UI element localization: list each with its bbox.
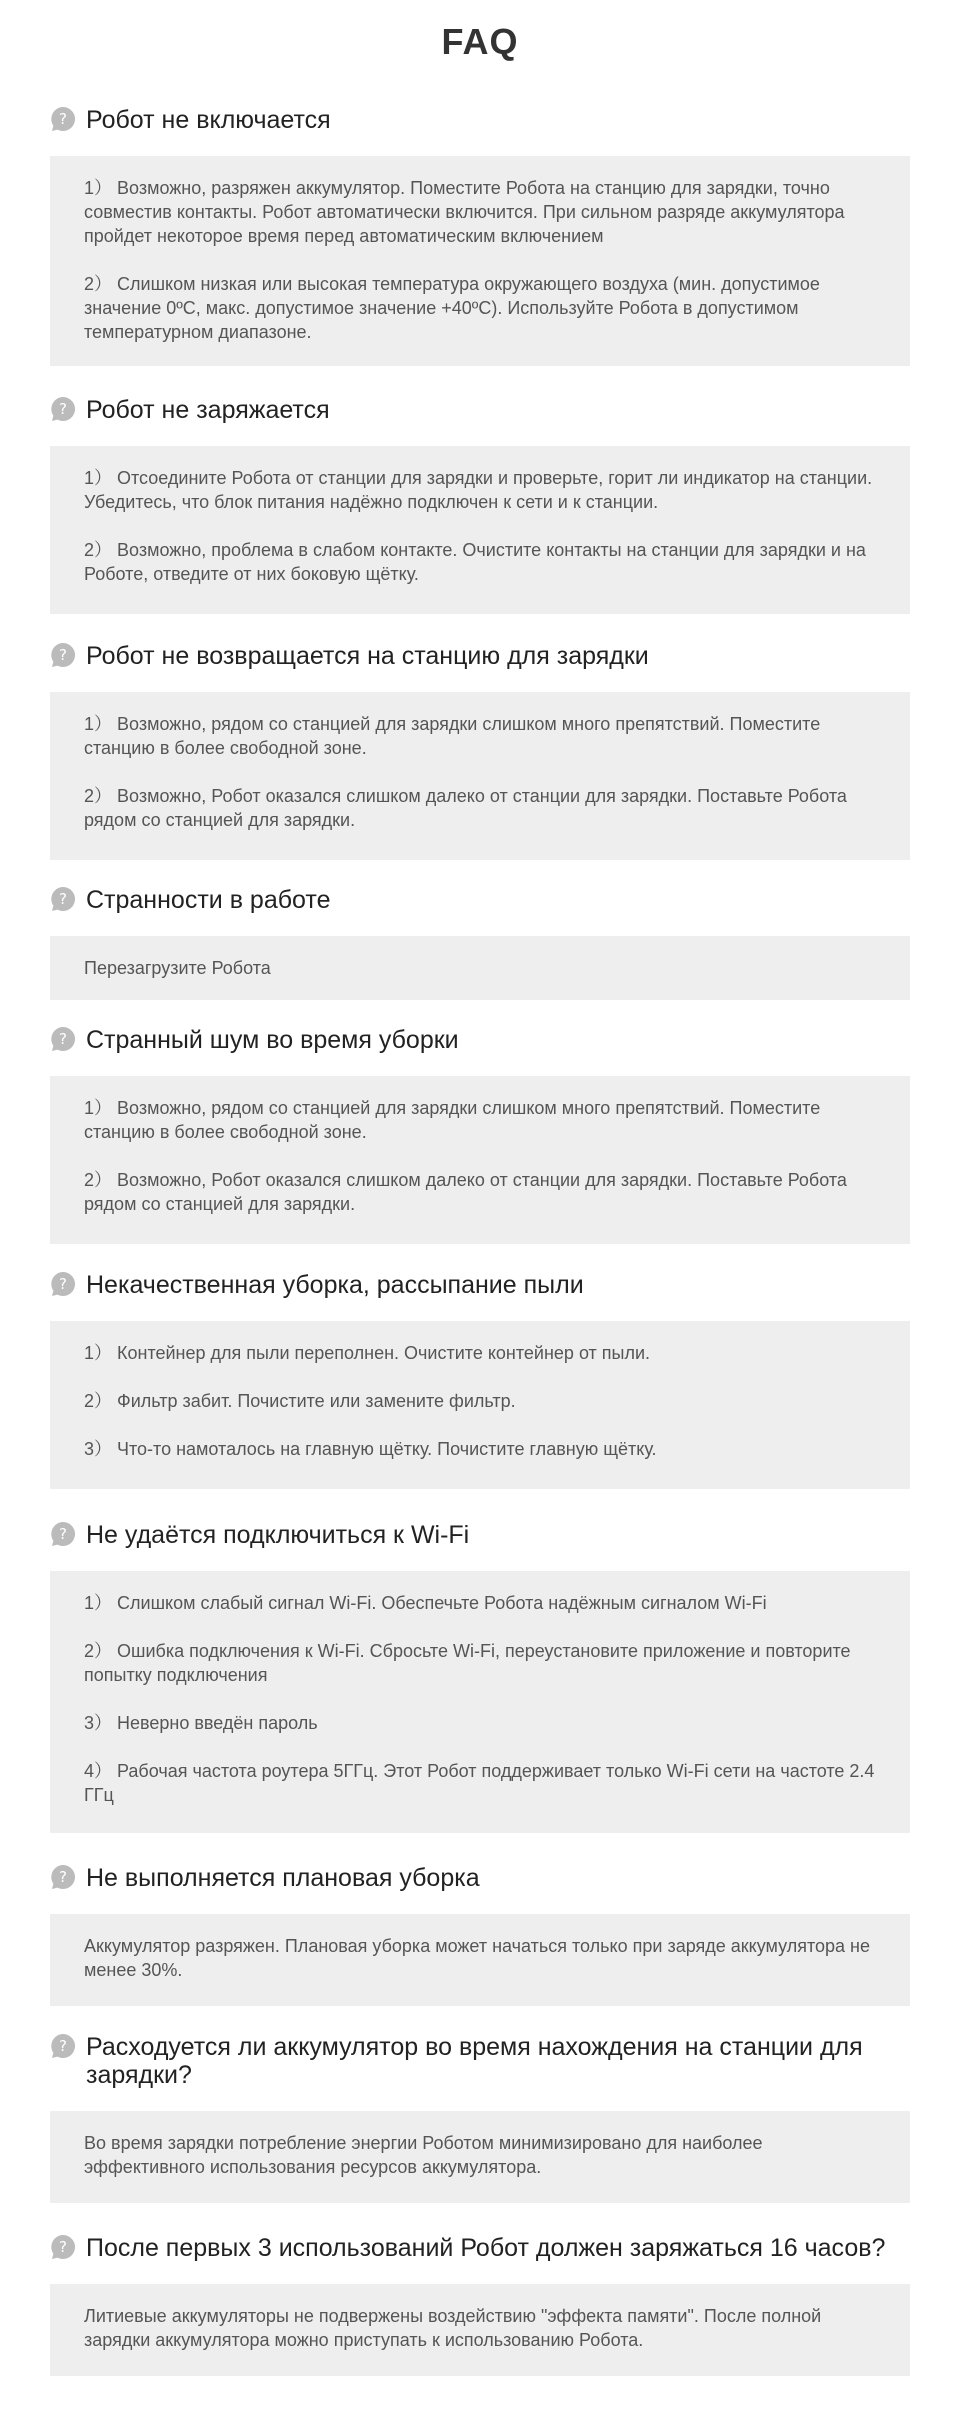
faq-question-text: Расходуется ли аккумулятор во время нахождения на станции для зарядки?: [86, 2033, 863, 2089]
svg-text:?: ?: [59, 400, 67, 418]
faq-question[interactable]: [50, 1026, 910, 1054]
faq-answer-paragraph: Литиевые аккумуляторы не подвержены воздействию "эффекта памяти". После полной зарядки аккумулятора можно приступать к использованию Робота.: [84, 2306, 822, 2350]
faq-answer-paragraph: 2） Возможно, Робот оказался слишком далеко от станции для зарядки. Поставьте Робота рядом со станцией для зарядки.: [84, 1170, 847, 1214]
faq-answer-paragraph: 1） Возможно, рядом со станцией для зарядки слишком много препятствий. Поместите станцию в более свободной зоне.: [84, 714, 821, 758]
faq-item: [50, 1864, 910, 1980]
faq-question[interactable]: [50, 2234, 910, 2262]
faq-item: [50, 106, 910, 342]
faq-answer-paragraph: 1） Контейнер для пыли переполнен. Очистите контейнер от пыли.: [84, 1343, 651, 1363]
faq-answer-paragraph: Аккумулятор разряжен. Плановая уборка может начаться только при заряде аккумулятора не менее 30%.: [84, 1936, 871, 1980]
faq-answer: [50, 1914, 910, 2006]
faq-item: [50, 1026, 910, 1214]
faq-item: [50, 1521, 910, 1805]
faq-item: [50, 886, 910, 978]
faq-answer: [50, 1321, 910, 1489]
svg-text:?: ?: [59, 1868, 67, 1886]
faq-answer: [50, 692, 910, 860]
faq-answer-paragraph: 1） Возможно, разряжен аккумулятор. Поместите Робота на станцию для зарядки, точно совместив контакты. Робот автоматически включится. При сильном разряде аккумулятора пройдет некоторое время перед автоматическим включением: [84, 178, 845, 246]
question-bubble-icon: [50, 106, 76, 132]
faq-answer: [50, 1076, 910, 1244]
faq-answer-paragraph: Во время зарядки потребление энергии Роботом минимизировано для наиболее эффективного использования ресурсов аккумулятора.: [84, 2133, 763, 2177]
faq-question-text: Некачественная уборка, рассыпание пыли: [86, 1271, 584, 1299]
svg-text:?: ?: [59, 2037, 67, 2055]
svg-text:?: ?: [59, 110, 67, 128]
faq-question-text: Не удаётся подключиться к Wi-Fi: [86, 1521, 470, 1549]
svg-text:?: ?: [59, 2238, 67, 2256]
svg-text:?: ?: [59, 646, 67, 664]
faq-answer-paragraph: 3） Что-то намоталось на главную щётку. Почистите главную щётку.: [84, 1439, 657, 1459]
faq-question-text: Странности в работе: [86, 886, 331, 914]
faq-question-text: Робот не возвращается на станцию для зарядки: [86, 642, 649, 670]
faq-item: [50, 2033, 910, 2177]
faq-answer-paragraph: 3） Неверно введён пароль: [84, 1713, 318, 1733]
faq-question-text: Робот не включается: [86, 106, 331, 134]
faq-answer: [50, 936, 910, 1000]
page-title: FAQ: [441, 21, 519, 62]
faq-question-text: Робот не заряжается: [86, 396, 330, 424]
faq-answer-paragraph: 2） Возможно, проблема в слабом контакте. Очистите контакты на станции для зарядки и на Роботе, отведите от них боковую щётку.: [84, 540, 866, 584]
faq-item: [50, 396, 910, 584]
faq-question[interactable]: [50, 2033, 910, 2089]
faq-question[interactable]: [50, 1271, 910, 1299]
question-bubble-icon: [50, 1864, 76, 1890]
question-bubble-icon: [50, 642, 76, 668]
question-bubble-icon: [50, 1521, 76, 1547]
faq-item: [50, 1271, 910, 1459]
question-bubble-icon: [50, 2033, 76, 2059]
faq-question[interactable]: [50, 1521, 910, 1549]
faq-answer-paragraph: 1） Возможно, рядом со станцией для зарядки слишком много препятствий. Поместите станцию в более свободной зоне.: [84, 1098, 821, 1142]
faq-answer: [50, 1571, 910, 1833]
faq-question-text: Странный шум во время уборки: [86, 1026, 459, 1054]
faq-question-text: После первых 3 использований Робот должен заряжаться 16 часов?: [86, 2234, 886, 2262]
faq-question-text: Не выполняется плановая уборка: [86, 1864, 480, 1892]
svg-text:?: ?: [59, 1525, 67, 1543]
question-bubble-icon: [50, 1271, 76, 1297]
faq-answer-paragraph: 2） Фильтр забит. Почистите или замените фильтр.: [84, 1391, 516, 1411]
question-bubble-icon: [50, 396, 76, 422]
faq-item: [50, 642, 910, 830]
faq-item: [50, 2234, 910, 2350]
faq-question[interactable]: [50, 106, 910, 134]
faq-answer-paragraph: 2） Ошибка подключения к Wi-Fi. Сбросьте Wi-Fi, переустановите приложение и повторите попытку подключения: [84, 1641, 851, 1685]
faq-answer: [50, 2111, 910, 2203]
faq-answer-paragraph: 1） Отсоедините Робота от станции для зарядки и проверьте, горит ли индикатор на станции. Убедитесь, что блок питания надёжно подключен к сети и к станции.: [84, 468, 873, 512]
faq-question[interactable]: [50, 1864, 910, 1892]
faq-question[interactable]: [50, 642, 910, 670]
faq-question[interactable]: [50, 396, 910, 424]
faq-answer-paragraph: 1） Слишком слабый сигнал Wi-Fi. Обеспечьте Робота надёжным сигналом Wi-Fi: [84, 1593, 767, 1613]
faq-question[interactable]: [50, 886, 910, 914]
question-bubble-icon: [50, 1026, 76, 1052]
faq-answer-paragraph: 2） Слишком низкая или высокая температура окружающего воздуха (мин. допустимое значение 0ºС, макс. допустимое значение +40ºС). Используйте Робота в допустимом температурном диапазоне.: [84, 274, 820, 342]
svg-text:?: ?: [59, 890, 67, 908]
faq-answer-paragraph: 2） Возможно, Робот оказался слишком далеко от станции для зарядки. Поставьте Робота рядом со станцией для зарядки.: [84, 786, 847, 830]
faq-answer: [50, 156, 910, 366]
question-bubble-icon: [50, 2234, 76, 2260]
faq-answer-paragraph: 4） Рабочая частота роутера 5ГГц. Этот Робот поддерживает только Wi-Fi сети на частоте 2.4 ГГц: [84, 1761, 875, 1805]
faq-answer-paragraph: Перезагрузите Робота: [84, 958, 271, 978]
question-bubble-icon: [50, 886, 76, 912]
faq-answer: [50, 2284, 910, 2376]
svg-text:?: ?: [59, 1030, 67, 1048]
svg-text:?: ?: [59, 1275, 67, 1293]
faq-answer: [50, 446, 910, 614]
